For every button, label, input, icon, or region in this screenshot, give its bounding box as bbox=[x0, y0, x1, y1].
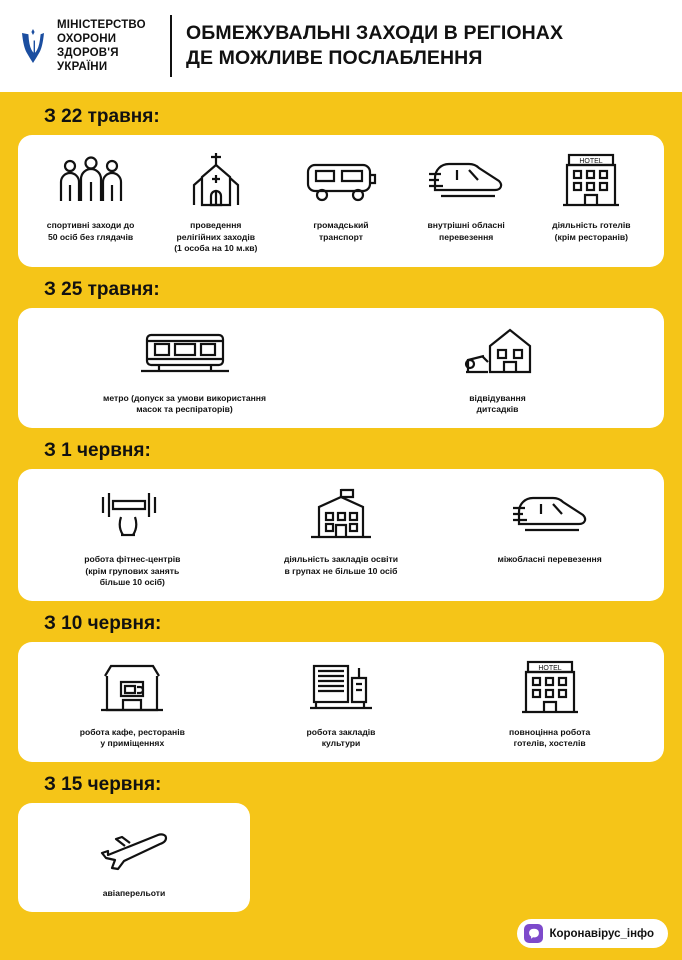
item-public-transport bbox=[282, 149, 400, 243]
item-label: внутрішні обласні перевезення bbox=[427, 220, 505, 242]
section-1-june bbox=[18, 440, 664, 601]
item-label: робота кафе, ресторанів у приміщеннях bbox=[79, 726, 185, 749]
item-label: робота фітнес-центрів (крім групових занять більше 10 осіб) bbox=[84, 553, 181, 588]
section-card bbox=[18, 642, 664, 762]
header bbox=[0, 0, 682, 92]
item-metro bbox=[85, 322, 285, 416]
hotel-icon bbox=[561, 149, 621, 211]
item-religious-events bbox=[157, 149, 275, 255]
item-label: відвідування дитсадків bbox=[469, 392, 526, 415]
section-15-june bbox=[18, 774, 664, 912]
footer bbox=[517, 919, 668, 948]
item-air-travel bbox=[34, 817, 234, 900]
item-regional-transfers bbox=[407, 149, 525, 243]
ministry-line-3: ЗДОРОВ'Я bbox=[57, 47, 119, 59]
kindergarten-icon bbox=[460, 322, 536, 384]
item-cafe-restaurants bbox=[42, 656, 222, 750]
section-card bbox=[18, 308, 664, 428]
item-hotels bbox=[532, 149, 650, 243]
item-label: громадський транспорт bbox=[313, 220, 369, 242]
hotel-icon bbox=[520, 656, 580, 718]
item-label: повноцінна робота готелів, хостелів bbox=[509, 726, 591, 749]
ministry-logo bbox=[18, 18, 168, 74]
item-label: міжобласні перевезення bbox=[497, 553, 602, 564]
item-label: проведення релігійних заходів (1 особа на 10 м.кв) bbox=[174, 220, 258, 254]
item-label: спортивні заходи до 50 осіб без глядачів bbox=[46, 220, 135, 242]
section-25-may bbox=[18, 279, 664, 428]
section-title: З 22 травня: bbox=[44, 106, 160, 127]
badge-label: Коронавірус_інфо bbox=[549, 927, 654, 940]
item-label: діяльність готелів (крім ресторанів) bbox=[552, 220, 631, 242]
item-culture bbox=[251, 656, 431, 750]
metro-icon bbox=[139, 322, 231, 384]
item-kindergarten bbox=[398, 322, 598, 416]
coronavirus-info-badge[interactable] bbox=[517, 919, 668, 948]
svg-text:HOTEL: HOTEL bbox=[537, 664, 562, 672]
section-title: З 15 червня: bbox=[44, 773, 162, 795]
train-icon bbox=[427, 149, 505, 211]
item-fitness bbox=[42, 483, 222, 589]
page-title-line-1: ОБМЕЖУВАЛЬНІ ЗАХОДИ В РЕГІОНАХ bbox=[186, 22, 564, 45]
section-10-june bbox=[18, 613, 664, 762]
section-card bbox=[18, 803, 250, 912]
school-icon bbox=[305, 483, 377, 545]
church-icon bbox=[184, 149, 248, 211]
dumbbell-icon bbox=[95, 483, 169, 545]
page-title bbox=[186, 21, 666, 71]
item-education bbox=[251, 483, 431, 577]
section-card bbox=[18, 469, 664, 601]
culture-icon bbox=[306, 656, 376, 718]
svg-text:HOTEL: HOTEL bbox=[579, 158, 604, 165]
ministry-line-2: ОХОРОНИ bbox=[57, 32, 117, 45]
header-divider bbox=[170, 15, 172, 77]
ministry-line-1: МІНІСТЕРСТВО bbox=[57, 18, 146, 31]
item-label: авіаперельоти bbox=[102, 887, 166, 898]
section-title: З 25 травня: bbox=[44, 278, 160, 300]
page-title-line-2: ДЕ МОЖЛИВЕ ПОСЛАБЛЕННЯ bbox=[186, 47, 483, 69]
cafe-icon bbox=[99, 656, 165, 718]
bus-icon bbox=[304, 149, 378, 211]
item-hotels-hostels bbox=[460, 656, 640, 750]
ministry-line-4: УКРАЇНИ bbox=[57, 61, 108, 74]
item-label: метро (допуск за умови використання масок та респіраторів) bbox=[102, 392, 267, 415]
viber-icon bbox=[524, 924, 543, 943]
ministry-name bbox=[57, 18, 146, 74]
ukraine-trident-icon bbox=[18, 26, 48, 66]
section-card bbox=[18, 135, 664, 267]
train-icon bbox=[511, 483, 589, 545]
section-title: З 1 червня: bbox=[44, 439, 151, 461]
section-22-may bbox=[18, 106, 664, 267]
section-title: З 10 червня: bbox=[44, 612, 162, 634]
item-label: робота закладів культури bbox=[306, 726, 376, 749]
item-sports-events bbox=[32, 149, 150, 243]
airplane-icon bbox=[94, 817, 174, 879]
sections-container bbox=[0, 92, 682, 912]
item-label: діяльність закладів освіти в групах не більше 10 осіб bbox=[283, 553, 398, 576]
people-group-icon bbox=[56, 149, 126, 211]
item-interregional-transfers bbox=[460, 483, 640, 566]
